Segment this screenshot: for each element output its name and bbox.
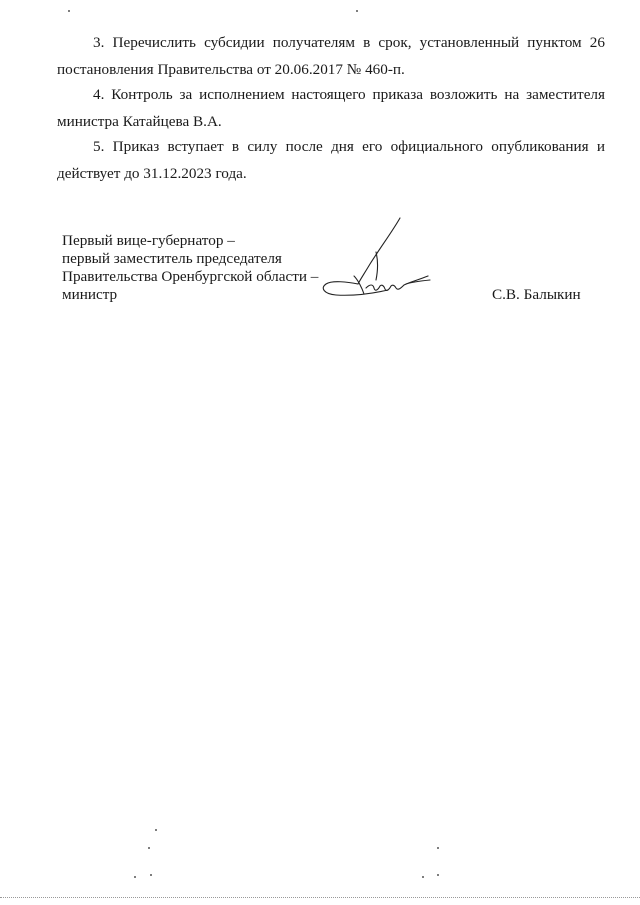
signatory-title-line: первый заместитель председателя xyxy=(62,250,282,267)
scan-speck xyxy=(150,874,152,876)
scan-speck xyxy=(148,847,150,849)
paragraph-item-3: 3. Перечислить субсидии получателям в срок, установленный пунктом 26 постановления Правительства от 20.06.2017 № 460-п. xyxy=(57,34,605,78)
scan-speck xyxy=(437,874,439,876)
paragraph-item-5: 5. Приказ вступает в силу после дня его официального опубликования и действует до 31.12.2023 года. xyxy=(57,138,605,182)
paragraph-item-4: 4. Контроль за исполнением настоящего приказа возложить на заместителя министра Катайцева В.А. xyxy=(57,86,605,130)
scan-speck xyxy=(68,10,70,12)
scan-speck xyxy=(155,829,157,831)
scan-speck xyxy=(422,876,424,878)
scan-speck xyxy=(134,876,136,878)
scan-edge-line xyxy=(0,897,640,898)
signatory-title-line: министр xyxy=(62,286,118,303)
scan-speck xyxy=(356,10,358,12)
signatory-title-line: Первый вице-губернатор – xyxy=(62,232,235,249)
signatory-name: С.В. Балыкин xyxy=(492,286,581,303)
signatory-title-line: Правительства Оренбургской области – xyxy=(62,268,319,285)
scan-speck xyxy=(437,847,439,849)
handwritten-signature xyxy=(318,214,438,309)
signatory-title xyxy=(62,232,318,304)
